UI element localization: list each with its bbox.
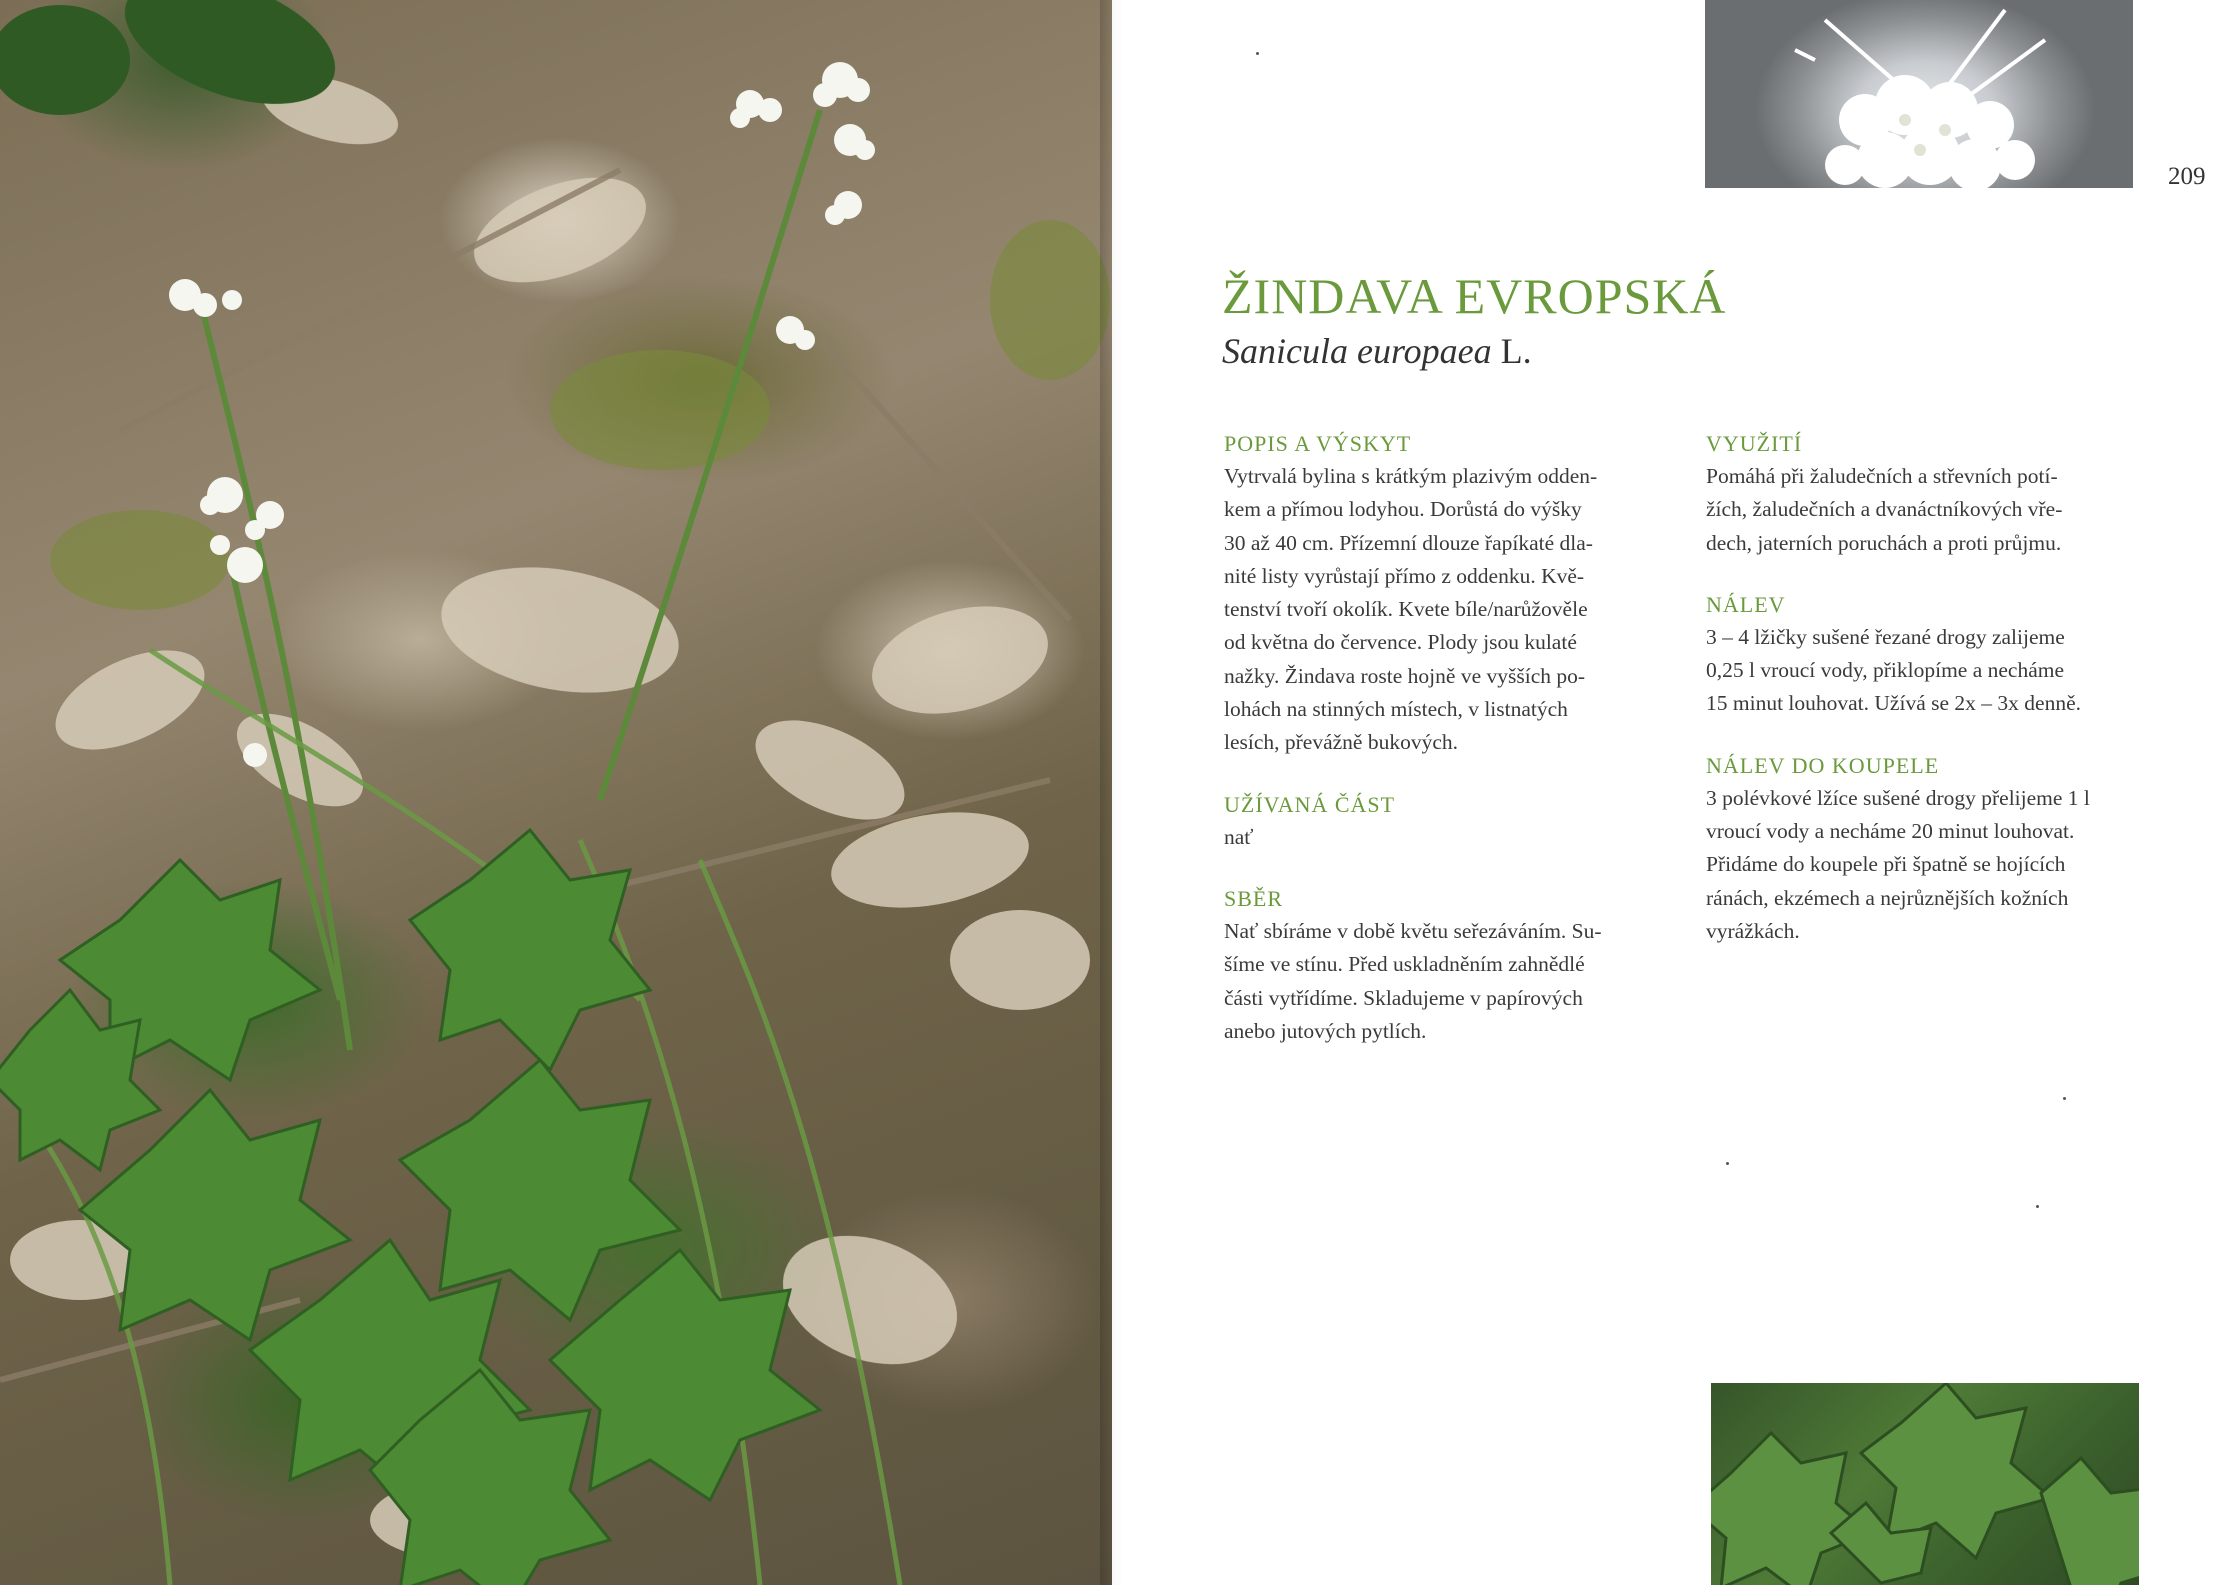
latin-genus-species: Sanicula europaea [1222,331,1492,371]
leaves-illustration [1711,1383,2139,1585]
text-line: 3 – 4 lžičky sušené řezané drogy zalijeme [1706,624,2065,649]
text-line: šíme ve stínu. Před uskladněním zahnědlé [1224,952,1585,977]
latin-author: L. [1500,331,1532,371]
text-line: 15 minut louhovat. Užívá se 2x – 3x denně. [1706,691,2081,716]
text-column-left [1224,428,1656,1048]
text-line: vyrážkách. [1706,918,1800,943]
flower-closeup-illustration [1705,0,2133,188]
section-uzivana-cast [1224,789,1656,854]
text-line: 30 až 40 cm. Přízemní dlouze řapíkaté dla- [1224,530,1593,555]
text-line: 3 polévkové lžíce sušené drogy přelijeme 1 l [1706,785,2090,810]
text-line: lesích, převážně bukových. [1224,730,1459,755]
text-line: lohách na stinných místech, v listnatých [1224,697,1568,722]
text-line: anebo jutových pytlích. [1224,1018,1427,1043]
text-line: tenství tvoří okolík. Kvete bíle/narůžověle [1224,597,1588,622]
section-nalev-do-koupele [1706,750,2138,948]
section-heading: VYUŽITÍ [1706,431,1803,456]
text-line: Pomáhá při žaludečních a střevních potí- [1706,464,2058,488]
text-line: od května do července. Plody jsou kulaté [1224,630,1577,655]
text-line: Přidáme do koupele při špatně se hojících [1706,852,2066,877]
section-heading: SBĚR [1224,885,1284,911]
plant-common-name: ŽINDAVA EVROPSKÁ [1222,268,1727,324]
plant-latin-name [1222,330,1532,372]
text-line: nažky. Žindava roste hojně ve vyšších po- [1224,663,1586,688]
section-heading: POPIS A VÝSKYT [1224,431,1412,456]
section-heading: NÁLEV [1706,591,1786,617]
text-line: nať [1224,824,1254,849]
text-line: kem a přímou lodyhou. Dorůstá do výšky [1224,497,1582,522]
text-line: vroucí vody a necháme 20 minut louhovat. [1706,819,2075,844]
flower-closeup-photo [1705,0,2133,188]
section-nalev [1706,589,2138,721]
text-line: Nať sbíráme v době květu seřezáváním. Su- [1224,918,1602,943]
section-heading: NÁLEV DO KOUPELE [1706,752,1940,778]
text-column-right [1706,428,2138,948]
text-line: části vytřídíme. Skladujeme v papírových [1224,985,1583,1010]
section-sber [1224,883,1656,1048]
text-line: Vytrvalá bylina s krátkým plazivým odden- [1224,464,1598,488]
text-line: ránách, ekzémech a nejrůznějších kožních [1706,885,2069,910]
text-line: dech, jaterních poruchách a proti průjmu. [1706,530,2062,555]
page-number: 209 [2168,163,2206,190]
section-popis-a-vyskyt [1224,428,1656,760]
text-line: žích, žaludečních a dvanáctníkových vře- [1706,497,2063,522]
book-gutter-shadow [1100,0,1124,1585]
section-vyuziti [1706,428,2138,560]
section-heading: UŽÍVANÁ ČÁST [1224,791,1396,817]
text-line: nité listy vyrůstají přímo z oddenku. Kvě- [1224,563,1585,588]
leaves-photo [1711,1383,2139,1585]
text-line: 0,25 l vroucí vody, přiklopíme a necháme [1706,658,2065,683]
